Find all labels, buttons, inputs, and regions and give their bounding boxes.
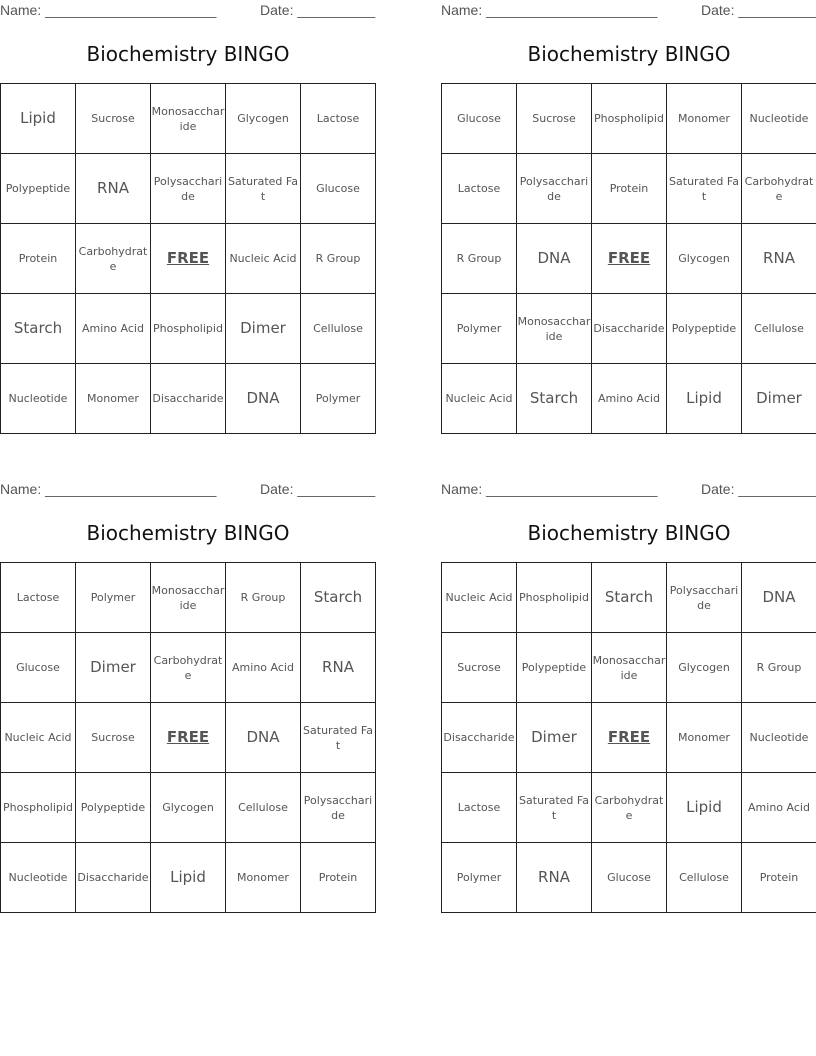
free-space: FREE [592,703,667,773]
bingo-cell: Disaccharide [151,364,226,434]
card-header [441,479,816,499]
bingo-cell: Cellulose [226,773,301,843]
bingo-cell: Polypeptide [667,294,742,364]
bingo-row [442,843,816,913]
bingo-cell: Sucrose [517,84,592,154]
bingo-cell: Disaccharide [592,294,667,364]
bingo-cell: Polypeptide [76,773,151,843]
bingo-cell: Lipid [667,773,742,843]
name-field: Name: ______________________ [0,2,217,18]
bingo-cell: Lactose [301,84,376,154]
bingo-cell: Monosaccharide [151,84,226,154]
bingo-cell: Polymer [301,364,376,434]
bingo-cell: Phospholipid [151,294,226,364]
bingo-cell: DNA [226,703,301,773]
bingo-cell: Monomer [667,84,742,154]
bingo-cell: Glucose [301,154,376,224]
bingo-grid [441,562,816,913]
bingo-cell: Polymer [442,843,517,913]
bingo-row [442,294,816,364]
bingo-cell: Nucleic Acid [442,563,517,633]
bingo-row [1,224,376,294]
bingo-cell: Amino Acid [76,294,151,364]
bingo-cell: Cellulose [667,843,742,913]
bingo-cell: Monomer [667,703,742,773]
bingo-cell: Protein [301,843,376,913]
free-space: FREE [151,224,226,294]
bingo-cell: Dimer [226,294,301,364]
bingo-cell: Polysaccharide [151,154,226,224]
bingo-cell: Glycogen [151,773,226,843]
bingo-grid [0,83,376,434]
bingo-cell: Monosaccharide [517,294,592,364]
bingo-row [442,364,816,434]
bingo-cell: Dimer [517,703,592,773]
bingo-row [442,154,816,224]
bingo-cell: Lipid [667,364,742,434]
date-field: Date: __________ [701,2,816,18]
bingo-cell: R Group [742,633,816,703]
card-title: Biochemistry BINGO [86,521,290,545]
bingo-grid [441,83,816,434]
bingo-cell: Starch [517,364,592,434]
bingo-cell: RNA [742,224,816,294]
card-header [0,0,376,20]
bingo-cell: Nucleotide [1,843,76,913]
bingo-cell: Nucleic Acid [226,224,301,294]
bingo-cell: Polysaccharide [517,154,592,224]
bingo-row [1,563,376,633]
bingo-cell: Amino Acid [742,773,816,843]
bingo-cell: RNA [517,843,592,913]
bingo-cell: Sucrose [442,633,517,703]
bingo-row [1,84,376,154]
bingo-cell: Lactose [442,154,517,224]
bingo-cell: Protein [742,843,816,913]
bingo-row [1,703,376,773]
bingo-cell: Carbohydrate [151,633,226,703]
bingo-row [442,703,816,773]
bingo-cell: Polypeptide [517,633,592,703]
bingo-row [1,154,376,224]
bingo-cell: Protein [1,224,76,294]
card-header [0,479,376,499]
bingo-cell: Polysaccharide [301,773,376,843]
bingo-cell: R Group [226,563,301,633]
card-title: Biochemistry BINGO [527,521,731,545]
bingo-row [442,563,816,633]
bingo-cell: Glycogen [667,633,742,703]
bingo-cell: Lipid [151,843,226,913]
card-header [441,0,816,20]
card-title: Biochemistry BINGO [527,42,731,66]
free-space: FREE [151,703,226,773]
bingo-cell: Polymer [442,294,517,364]
bingo-cell: Nucleotide [742,84,816,154]
bingo-row [1,843,376,913]
bingo-row [442,84,816,154]
bingo-cell: Starch [301,563,376,633]
bingo-row [442,224,816,294]
bingo-cell: Monosaccharide [592,633,667,703]
name-field: Name: ______________________ [0,481,217,497]
bingo-cell: Carbohydrate [76,224,151,294]
name-field: Name: ______________________ [441,2,658,18]
bingo-cell: Phospholipid [517,563,592,633]
bingo-cell: Protein [592,154,667,224]
bingo-cell: Nucleotide [742,703,816,773]
bingo-row [1,773,376,843]
card-title: Biochemistry BINGO [86,42,290,66]
bingo-row [442,633,816,703]
bingo-cell: DNA [742,563,816,633]
bingo-cell: Lactose [1,563,76,633]
bingo-cell: Polymer [76,563,151,633]
bingo-cell: Nucleic Acid [442,364,517,434]
bingo-grid [0,562,376,913]
bingo-cell: Glucose [592,843,667,913]
bingo-cell: Lactose [442,773,517,843]
bingo-cell: DNA [226,364,301,434]
bingo-cell: Glucose [442,84,517,154]
bingo-cell: Saturated Fat [517,773,592,843]
bingo-cell: Polysaccharide [667,563,742,633]
bingo-cell: RNA [76,154,151,224]
bingo-row [442,773,816,843]
bingo-cell: R Group [301,224,376,294]
bingo-cell: Saturated Fat [301,703,376,773]
bingo-cell: DNA [517,224,592,294]
bingo-cell: Nucleotide [1,364,76,434]
bingo-cell: Monomer [226,843,301,913]
bingo-cell: Nucleic Acid [1,703,76,773]
bingo-cell: Amino Acid [592,364,667,434]
bingo-cell: Glucose [1,633,76,703]
bingo-cell: Amino Acid [226,633,301,703]
bingo-cell: Glycogen [667,224,742,294]
bingo-cell: RNA [301,633,376,703]
bingo-cell: Carbohydrate [592,773,667,843]
date-field: Date: __________ [701,481,816,497]
free-space: FREE [592,224,667,294]
bingo-cell: Monosaccharide [151,563,226,633]
bingo-cell: R Group [442,224,517,294]
bingo-cell: Starch [1,294,76,364]
bingo-cell: Disaccharide [76,843,151,913]
bingo-cell: Lipid [1,84,76,154]
bingo-row [1,633,376,703]
bingo-cell: Dimer [76,633,151,703]
bingo-cell: Carbohydrate [742,154,816,224]
bingo-cell: Saturated Fat [226,154,301,224]
bingo-cell: Polypeptide [1,154,76,224]
bingo-cell: Glycogen [226,84,301,154]
bingo-cell: Disaccharide [442,703,517,773]
bingo-cell: Phospholipid [1,773,76,843]
date-field: Date: __________ [260,481,376,497]
bingo-cell: Sucrose [76,84,151,154]
bingo-cell: Cellulose [742,294,816,364]
bingo-cell: Monomer [76,364,151,434]
name-field: Name: ______________________ [441,481,658,497]
bingo-cell: Sucrose [76,703,151,773]
bingo-row [1,294,376,364]
bingo-cell: Phospholipid [592,84,667,154]
bingo-cell: Starch [592,563,667,633]
bingo-cell: Cellulose [301,294,376,364]
bingo-cell: Saturated Fat [667,154,742,224]
bingo-cell: Dimer [742,364,816,434]
date-field: Date: __________ [260,2,376,18]
bingo-row [1,364,376,434]
